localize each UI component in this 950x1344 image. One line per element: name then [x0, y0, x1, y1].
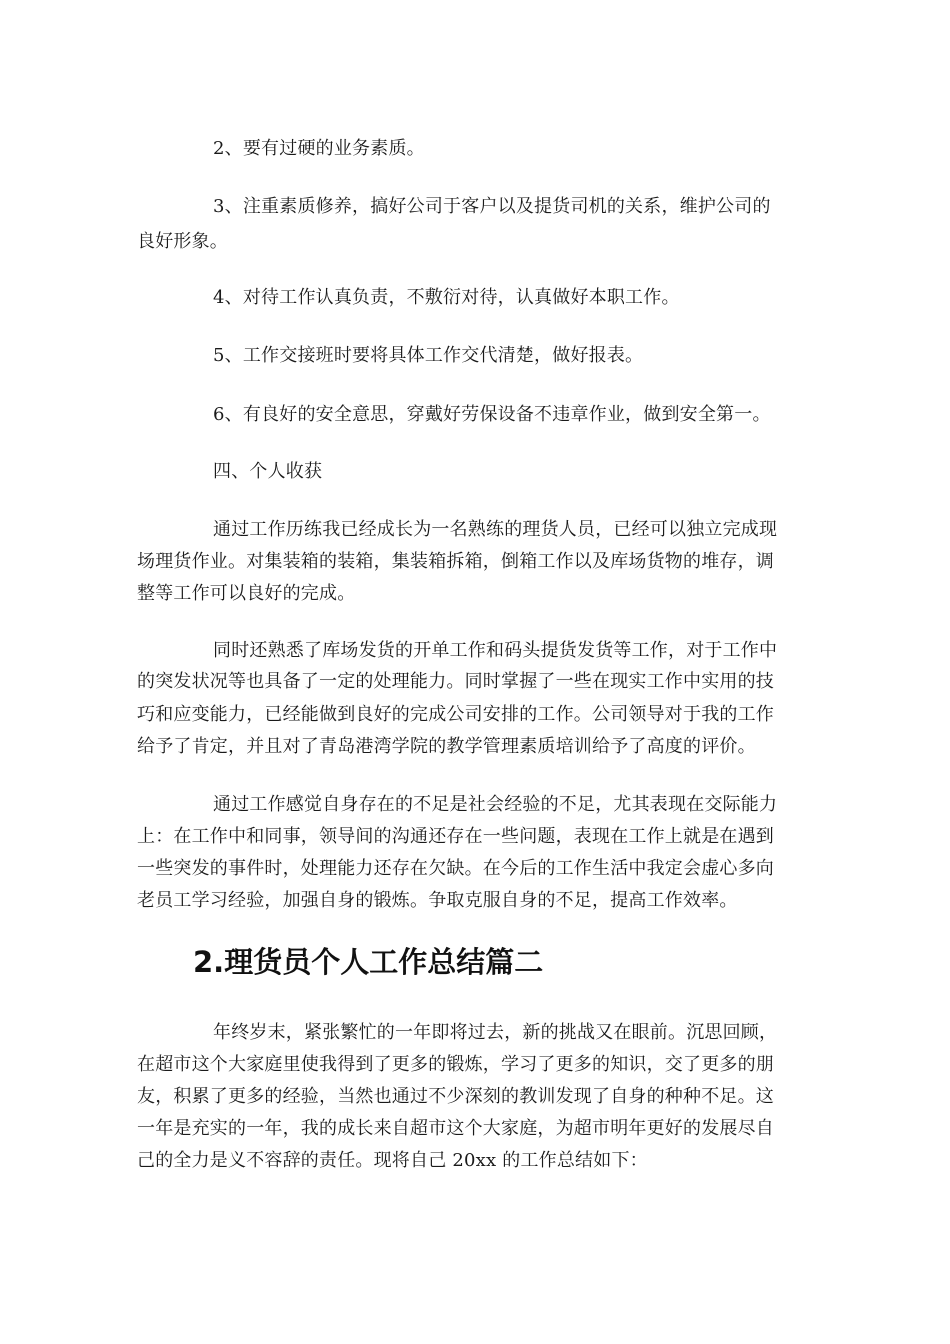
- paragraph-line: 友，积累了更多的经验，当然也通过不少深刻的教训发现了自身的种种不足。这: [137, 1086, 774, 1107]
- list-item-3: 3、注重素质修养，搞好公司于客户以及提货司机的关系，维护公司的: [213, 196, 771, 217]
- paragraph-line: 巧和应变能力，已经能做到良好的完成公司安排的工作。公司领导对于我的工作: [137, 704, 774, 725]
- paragraph-line: 整等工作可以良好的完成。: [137, 583, 356, 604]
- paragraph-line: 年终岁末，紧张繁忙的一年即将过去，新的挑战又在眼前。沉思回顾，: [213, 1022, 778, 1043]
- paragraph-line: 场理货作业。对集装箱的装箱，集装箱拆箱，倒箱工作以及库场货物的堆存，调: [137, 551, 774, 572]
- list-item-2: 2、要有过硬的业务素质。: [213, 138, 425, 159]
- list-item-4: 4、对待工作认真负责，不敷衍对待，认真做好本职工作。: [213, 287, 680, 308]
- paragraph-line: 通过工作历练我已经成长为一名熟练的理货人员，已经可以独立完成现: [213, 519, 778, 540]
- paragraph-line: 一年是充实的一年，我的成长来自超市这个大家庭，为超市明年更好的发展尽自: [137, 1118, 774, 1139]
- paragraph-line: 的突发状况等也具备了一定的处理能力。同时掌握了一些在现实工作中实用的技: [137, 671, 774, 692]
- list-item-6: 6、有良好的安全意思，穿戴好劳保设备不违章作业，做到安全第一。: [213, 404, 771, 425]
- paragraph-line: 己的全力是义不容辞的责任。现将自己 20xx 的工作总结如下：: [137, 1150, 648, 1171]
- paragraph-line: 同时还熟悉了库场发货的开单工作和码头提货发货等工作，对于工作中: [213, 640, 778, 661]
- section-heading: 2.理货员个人工作总结篇二: [193, 945, 544, 979]
- paragraph-line: 上：在工作中和同事，领导间的沟通还存在一些问题，表现在工作上就是在遇到: [137, 826, 774, 847]
- paragraph-line: 一些突发的事件时，处理能力还存在欠缺。在今后的工作生活中我定会虚心多向: [137, 858, 774, 879]
- paragraph-line: 老员工学习经验，加强自身的锻炼。争取克服自身的不足，提高工作效率。: [137, 890, 738, 911]
- section-title-personal-gains: 四、个人收获: [213, 461, 323, 482]
- list-item-3-continued: 良好形象。: [137, 231, 228, 252]
- list-item-5: 5、工作交接班时要将具体工作交代清楚，做好报表。: [213, 345, 644, 366]
- paragraph-line: 给予了肯定，并且对了青岛港湾学院的教学管理素质培训给予了高度的评价。: [137, 736, 756, 757]
- paragraph-line: 通过工作感觉自身存在的不足是社会经验的不足，尤其表现在交际能力: [213, 794, 778, 815]
- paragraph-line: 在超市这个大家庭里使我得到了更多的锻炼，学习了更多的知识，交了更多的朋: [137, 1054, 774, 1075]
